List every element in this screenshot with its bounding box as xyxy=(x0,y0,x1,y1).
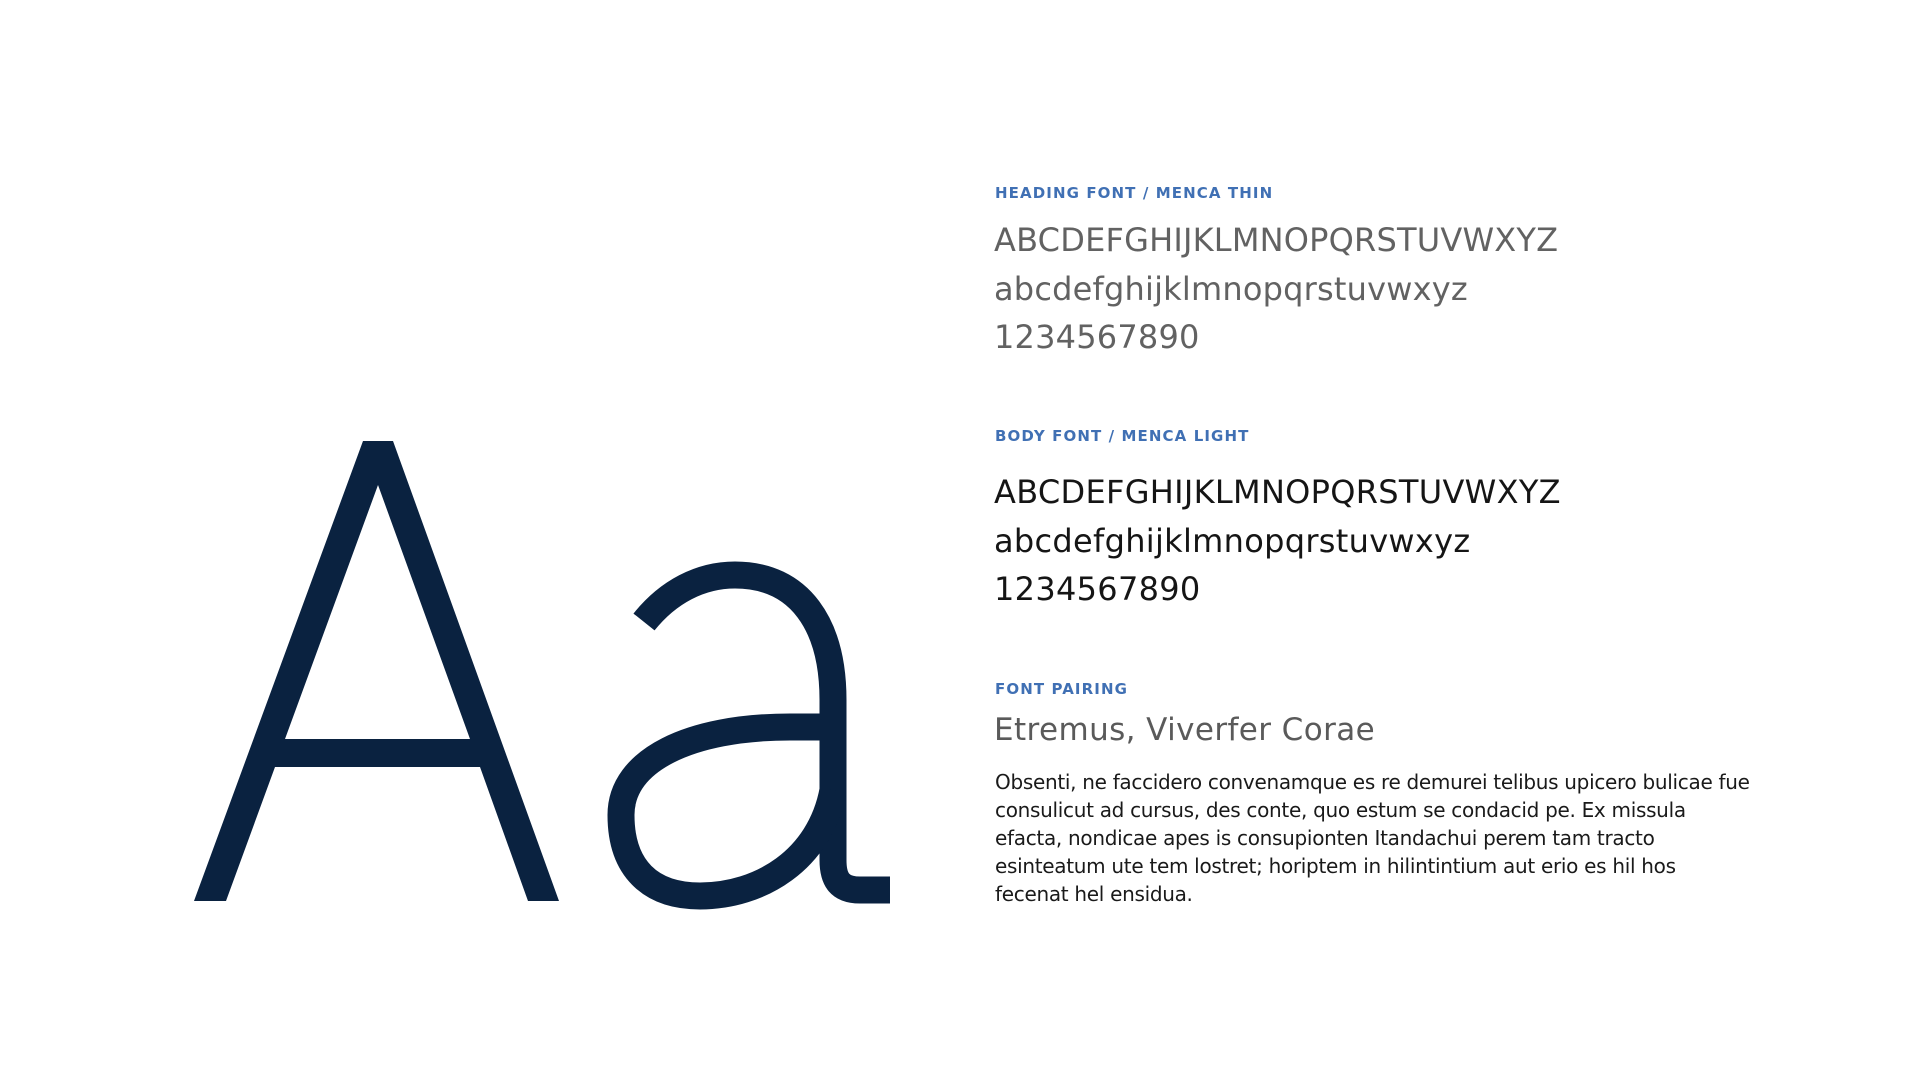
body-font-digits: 1234567890 xyxy=(994,570,1201,608)
specimen-letter-a-upper xyxy=(194,441,559,901)
body-font-lowercase: abcdefghijklmnopqrstuvwxyz xyxy=(994,522,1471,560)
font-pairing-title: Etremus, Viverfer Corae xyxy=(994,712,1376,748)
heading-font-digits: 1234567890 xyxy=(994,318,1200,356)
body-font-uppercase: ABCDEFGHIJKLMNOPQRSTUVWXYZ xyxy=(994,473,1561,511)
heading-font-label: HEADING FONT / MENCA THIN xyxy=(995,184,1274,202)
font-pairing-paragraph: Obsenti, ne faccidero convenamque es re demurei telibus upicero bulicae fue consulicut ad cursus, des conte, quo estum se condacid pe. Ex missula efacta, nondicae apes is consupionten Itandachui perem tam tracto esinteatum ute tem lostret; horiptem in hilintintium aut erio es hil hos fecenat hel ensidua. xyxy=(995,770,1750,906)
font-pairing-label: FONT PAIRING xyxy=(995,680,1129,698)
specimen-letter-a-lower xyxy=(621,575,890,896)
body-font-label: BODY FONT / MENCA LIGHT xyxy=(995,427,1250,445)
heading-font-uppercase: ABCDEFGHIJKLMNOPQRSTUVWXYZ xyxy=(994,221,1559,259)
heading-font-lowercase: abcdefghijklmnopqrstuvwxyz xyxy=(994,270,1468,308)
